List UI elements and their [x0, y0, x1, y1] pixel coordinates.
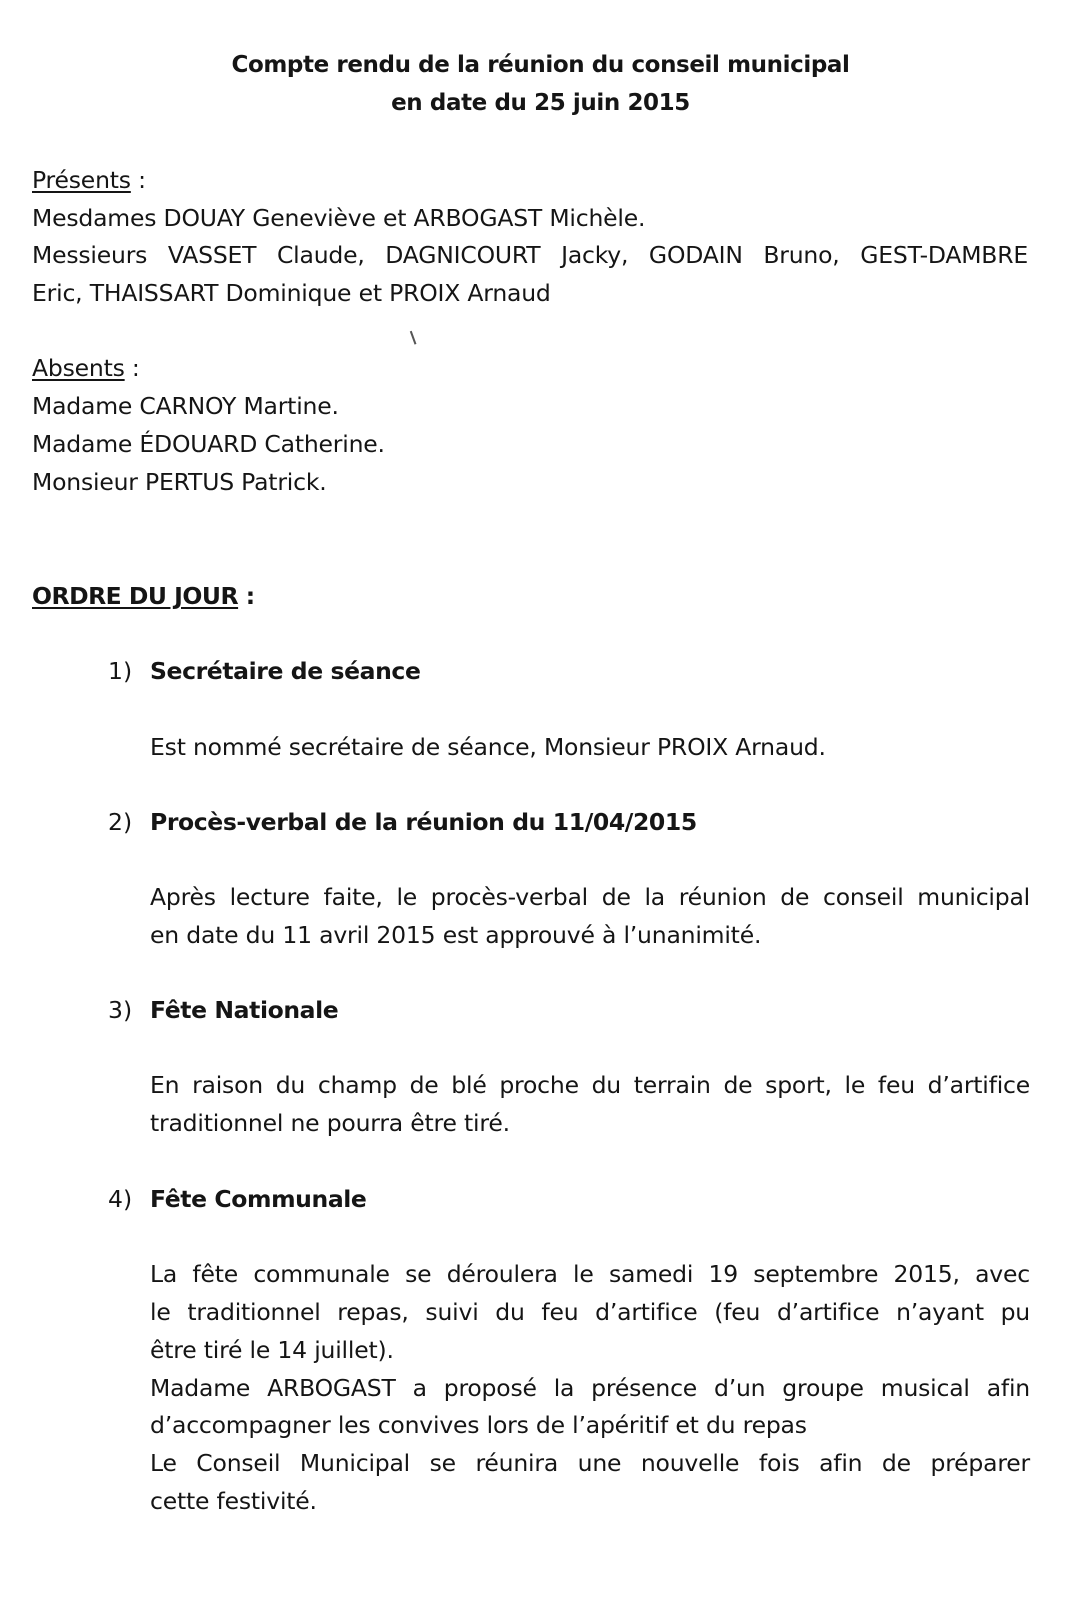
agenda-colon: :	[238, 582, 255, 610]
agenda-item-text: être tiré le 14 juillet).	[150, 1336, 394, 1364]
agenda-item-text: Madame ARBOGAST a proposé la présence d’un groupe musical afin	[150, 1374, 1030, 1402]
agenda-item-text: La fête communale se déroulera le samedi 19 septembre 2015, avec	[150, 1260, 1030, 1288]
absents-line: Monsieur PERTUS Patrick.	[32, 468, 327, 496]
presents-colon: :	[130, 166, 146, 194]
agenda-item-heading: Fête Nationale	[150, 996, 339, 1024]
agenda-item-text: Le Conseil Municipal se réunira une nouvelle fois afin de préparer	[150, 1449, 1030, 1477]
agenda-item-text: en date du 11 avril 2015 est approuvé à l’unanimité.	[150, 921, 762, 949]
presents-label: Présents	[32, 166, 131, 194]
agenda-item-text: Est nommé secrétaire de séance, Monsieur PROIX Arnaud.	[150, 733, 826, 761]
agenda-item-text: le traditionnel repas, suivi du feu d’artifice (feu d’artifice n’ayant pu	[150, 1298, 1030, 1326]
presents-line: Messieurs VASSET Claude, DAGNICOURT Jacky, GODAIN Bruno, GEST-DAMBRE	[32, 241, 1028, 269]
agenda-item-heading: Secrétaire de séance	[150, 657, 421, 685]
agenda-item-text: Après lecture faite, le procès-verbal de la réunion de conseil municipal	[150, 883, 1030, 911]
document-title-line-2: en date du 25 juin 2015	[391, 90, 690, 116]
agenda-heading	[32, 582, 255, 610]
scan-speck	[410, 329, 420, 344]
document-title-line-1: Compte rendu de la réunion du conseil municipal	[231, 52, 850, 78]
absents-line: Madame ÉDOUARD Catherine.	[32, 430, 385, 458]
agenda-item-number: 2)	[108, 808, 133, 836]
agenda-item-text: En raison du champ de blé proche du terrain de sport, le feu d’artifice	[150, 1071, 1030, 1099]
agenda-item-text: d’accompagner les convives lors de l’apéritif et du repas	[150, 1411, 807, 1439]
agenda-item-heading: Procès-verbal de la réunion du 11/04/2015	[150, 808, 697, 836]
presents-line: Eric, THAISSART Dominique et PROIX Arnaud	[32, 279, 551, 307]
absents-heading	[32, 354, 140, 382]
agenda-label: ORDRE DU JOUR	[32, 582, 239, 610]
agenda-item-number: 3)	[108, 996, 133, 1024]
agenda-item-heading: Fête Communale	[150, 1185, 367, 1213]
agenda-item-number: 1)	[108, 657, 133, 685]
presents-heading	[32, 166, 146, 194]
absents-colon: :	[124, 354, 140, 382]
absents-label: Absents	[32, 354, 125, 382]
absents-line: Madame CARNOY Martine.	[32, 392, 339, 420]
agenda-item-number: 4)	[108, 1185, 133, 1213]
presents-line: Mesdames DOUAY Geneviève et ARBOGAST Michèle.	[32, 204, 646, 232]
agenda-item-text: traditionnel ne pourra être tiré.	[150, 1109, 510, 1137]
agenda-item-text: cette festivité.	[150, 1487, 317, 1515]
